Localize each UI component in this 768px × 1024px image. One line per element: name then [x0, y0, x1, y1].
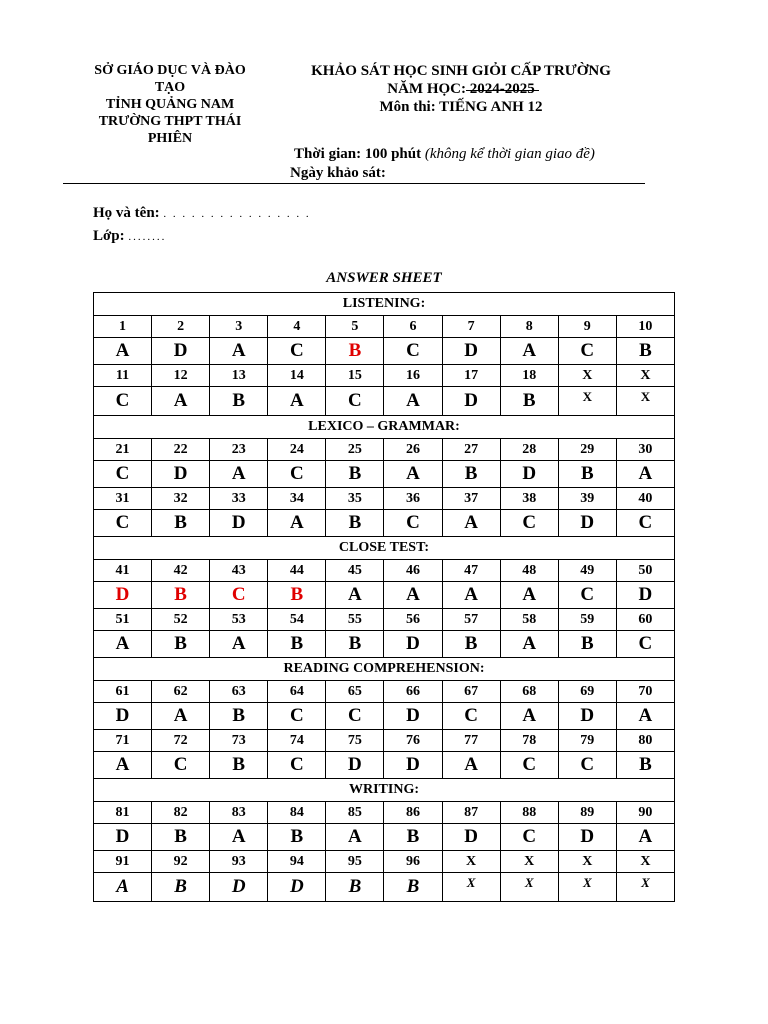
question-number: 42	[152, 560, 210, 582]
question-number: 33	[210, 488, 268, 510]
question-number: 34	[268, 488, 326, 510]
answer-cell: B	[152, 873, 210, 902]
question-number: 17	[442, 365, 500, 387]
student-class-line	[93, 228, 166, 245]
answer-cell: D	[94, 703, 152, 730]
question-number: 18	[500, 365, 558, 387]
question-number: 64	[268, 681, 326, 703]
answer-cell: C	[500, 824, 558, 851]
answer-cell: X	[616, 387, 674, 416]
question-number: 81	[94, 802, 152, 824]
question-number: 48	[500, 560, 558, 582]
answer-cell: C	[94, 510, 152, 537]
answer-cell: C	[442, 703, 500, 730]
question-number: X	[500, 851, 558, 873]
question-number: 13	[210, 365, 268, 387]
question-number: 77	[442, 730, 500, 752]
answer-cell: C	[616, 631, 674, 658]
question-number: 68	[500, 681, 558, 703]
answer-cell: A	[500, 703, 558, 730]
answer-cell: B	[152, 582, 210, 609]
question-number: 46	[384, 560, 442, 582]
question-number: 95	[326, 851, 384, 873]
question-number: 21	[94, 439, 152, 461]
answer-cell: A	[94, 338, 152, 365]
question-number: 78	[500, 730, 558, 752]
school-year-value: 2024-2025	[469, 81, 535, 97]
question-number: 29	[558, 439, 616, 461]
answer-cell: D	[558, 703, 616, 730]
answer-table	[93, 292, 675, 902]
answer-cell: B	[152, 824, 210, 851]
section-header-row	[94, 658, 675, 681]
answer-cell: A	[94, 873, 152, 902]
student-name-blank[interactable]: . . . . . . . . . . . . . . . .	[163, 208, 311, 220]
answer-cell: B	[210, 387, 268, 416]
question-number: 15	[326, 365, 384, 387]
school-year-label: NĂM HỌC:	[387, 81, 466, 97]
answer-cell: A	[94, 631, 152, 658]
answer-cell: B	[384, 873, 442, 902]
answer-cell: A	[210, 824, 268, 851]
answer-cell: X	[558, 873, 616, 902]
section-title: LISTENING:	[94, 293, 675, 316]
question-number: 9	[558, 316, 616, 338]
school-line: TRƯỜNG THPT THÁI PHIÊN	[98, 114, 242, 146]
question-number: 93	[210, 851, 268, 873]
answer-cell: D	[268, 873, 326, 902]
question-number: 85	[326, 802, 384, 824]
question-number: 65	[326, 681, 384, 703]
answer-cell: D	[326, 752, 384, 779]
question-number-row	[94, 365, 675, 387]
question-number: 67	[442, 681, 500, 703]
question-number: 61	[94, 681, 152, 703]
question-number: 83	[210, 802, 268, 824]
answer-cell: A	[210, 338, 268, 365]
question-number: 75	[326, 730, 384, 752]
answer-cell: C	[268, 752, 326, 779]
answer-cell: B	[616, 338, 674, 365]
question-number: 30	[616, 439, 674, 461]
time-label: Thời gian:	[294, 146, 362, 162]
answer-cell: C	[268, 461, 326, 488]
exam-header	[268, 62, 654, 116]
question-number: 47	[442, 560, 500, 582]
section-header-row	[94, 416, 675, 439]
question-number-row	[94, 681, 675, 703]
answer-cell: B	[326, 510, 384, 537]
answer-cell: B	[152, 631, 210, 658]
question-number: 3	[210, 316, 268, 338]
question-number: 45	[326, 560, 384, 582]
answer-cell: C	[94, 461, 152, 488]
question-number: 57	[442, 609, 500, 631]
question-number: 92	[152, 851, 210, 873]
question-number: 16	[384, 365, 442, 387]
section-header-row	[94, 537, 675, 560]
answer-cell: A	[616, 461, 674, 488]
answer-cell: A	[94, 752, 152, 779]
answer-cell: B	[558, 461, 616, 488]
question-number: X	[558, 851, 616, 873]
question-number: 91	[94, 851, 152, 873]
answer-cell: B	[384, 824, 442, 851]
answer-cell: C	[210, 582, 268, 609]
school-header	[80, 62, 260, 147]
answer-cell: C	[500, 510, 558, 537]
question-number: X	[616, 365, 674, 387]
question-number: 86	[384, 802, 442, 824]
question-number-row	[94, 609, 675, 631]
answer-cell: A	[500, 338, 558, 365]
answer-cell: A	[442, 582, 500, 609]
question-number: 62	[152, 681, 210, 703]
section-header-row	[94, 293, 675, 316]
answer-cell: B	[442, 461, 500, 488]
question-number-row	[94, 730, 675, 752]
answer-cell: B	[268, 631, 326, 658]
answer-row	[94, 461, 675, 488]
answer-cell: D	[210, 873, 268, 902]
exam-title: KHẢO SÁT HỌC SINH GIỎI CẤP TRƯỜNG	[311, 63, 611, 79]
question-number: 41	[94, 560, 152, 582]
answer-cell: B	[326, 461, 384, 488]
question-number: 32	[152, 488, 210, 510]
question-number: 63	[210, 681, 268, 703]
answer-cell: D	[558, 824, 616, 851]
question-number: 4	[268, 316, 326, 338]
question-number-row	[94, 488, 675, 510]
question-number: 56	[384, 609, 442, 631]
answer-cell: C	[326, 387, 384, 416]
question-number: 36	[384, 488, 442, 510]
answer-cell: X	[558, 387, 616, 416]
exam-date-label: Ngày khảo sát:	[290, 165, 386, 181]
question-number: X	[442, 851, 500, 873]
answer-cell: A	[500, 631, 558, 658]
question-number: 28	[500, 439, 558, 461]
question-number: 11	[94, 365, 152, 387]
student-class-blank[interactable]: ........	[128, 231, 167, 243]
question-number: 5	[326, 316, 384, 338]
answer-cell: D	[94, 582, 152, 609]
question-number: 87	[442, 802, 500, 824]
question-number-row	[94, 316, 675, 338]
question-number: 2	[152, 316, 210, 338]
section-title: WRITING:	[94, 779, 675, 802]
question-number: 79	[558, 730, 616, 752]
answer-cell: A	[442, 752, 500, 779]
question-number: 66	[384, 681, 442, 703]
question-number: 71	[94, 730, 152, 752]
answer-cell: C	[94, 387, 152, 416]
answer-cell: A	[384, 387, 442, 416]
question-number: 35	[326, 488, 384, 510]
question-number: 53	[210, 609, 268, 631]
question-number: 23	[210, 439, 268, 461]
question-number: 14	[268, 365, 326, 387]
question-number: 80	[616, 730, 674, 752]
answer-cell: C	[558, 752, 616, 779]
answer-cell: B	[616, 752, 674, 779]
question-number: 54	[268, 609, 326, 631]
answer-cell: C	[384, 338, 442, 365]
answer-cell: C	[268, 703, 326, 730]
answer-cell: A	[384, 582, 442, 609]
answer-row	[94, 752, 675, 779]
question-number: 6	[384, 316, 442, 338]
question-number: 72	[152, 730, 210, 752]
answer-sheet-title: ANSWER SHEET	[326, 270, 442, 286]
question-number: 69	[558, 681, 616, 703]
question-number-row	[94, 802, 675, 824]
question-number: 50	[616, 560, 674, 582]
answer-row	[94, 703, 675, 730]
question-number: 88	[500, 802, 558, 824]
question-number: 96	[384, 851, 442, 873]
question-number-row	[94, 560, 675, 582]
question-number: 24	[268, 439, 326, 461]
answer-row	[94, 824, 675, 851]
answer-cell: C	[152, 752, 210, 779]
question-number: 43	[210, 560, 268, 582]
answer-row	[94, 387, 675, 416]
answer-cell: X	[616, 873, 674, 902]
question-number-row	[94, 851, 675, 873]
answer-cell: B	[152, 510, 210, 537]
question-number: 8	[500, 316, 558, 338]
answer-cell: A	[616, 824, 674, 851]
question-number: 25	[326, 439, 384, 461]
answer-cell: A	[268, 510, 326, 537]
answer-cell: C	[558, 582, 616, 609]
question-number: 7	[442, 316, 500, 338]
answer-cell: D	[442, 338, 500, 365]
answer-cell: C	[558, 338, 616, 365]
question-number: 59	[558, 609, 616, 631]
question-number: 55	[326, 609, 384, 631]
school-year	[268, 80, 654, 98]
section-title: CLOSE TEST:	[94, 537, 675, 560]
time-note: (không kể thời gian giao đề)	[424, 146, 595, 162]
answer-cell: D	[442, 824, 500, 851]
answer-cell: A	[326, 582, 384, 609]
answer-row	[94, 510, 675, 537]
answer-cell: C	[326, 703, 384, 730]
answer-cell: D	[384, 703, 442, 730]
answer-cell: B	[500, 387, 558, 416]
answer-cell: D	[558, 510, 616, 537]
student-name-line	[93, 205, 311, 222]
question-number: 44	[268, 560, 326, 582]
answer-cell: D	[210, 510, 268, 537]
answer-cell: D	[152, 461, 210, 488]
question-number: 73	[210, 730, 268, 752]
exam-subject: Môn thi: TIẾNG ANH 12	[379, 99, 543, 115]
province-line: TỈNH QUẢNG NAM	[105, 97, 235, 112]
section-title: LEXICO – GRAMMAR:	[94, 416, 675, 439]
question-number: 84	[268, 802, 326, 824]
answer-cell: A	[384, 461, 442, 488]
answer-cell: B	[268, 582, 326, 609]
question-number: 74	[268, 730, 326, 752]
answer-row	[94, 631, 675, 658]
answer-cell: D	[94, 824, 152, 851]
question-number: 12	[152, 365, 210, 387]
answer-cell: B	[210, 703, 268, 730]
question-number: 89	[558, 802, 616, 824]
answer-cell: A	[268, 387, 326, 416]
question-number: X	[616, 851, 674, 873]
question-number: 26	[384, 439, 442, 461]
answer-cell: A	[210, 461, 268, 488]
answer-cell: B	[210, 752, 268, 779]
question-number: 70	[616, 681, 674, 703]
exam-time	[294, 146, 595, 163]
question-number: 60	[616, 609, 674, 631]
question-number: 90	[616, 802, 674, 824]
answer-cell: A	[152, 387, 210, 416]
section-title: READING COMPREHENSION:	[94, 658, 675, 681]
answer-cell: A	[210, 631, 268, 658]
question-number: 82	[152, 802, 210, 824]
question-number: 51	[94, 609, 152, 631]
answer-cell: C	[384, 510, 442, 537]
answer-cell: D	[384, 752, 442, 779]
answer-cell: C	[616, 510, 674, 537]
question-number: 58	[500, 609, 558, 631]
answer-cell: D	[500, 461, 558, 488]
answer-cell: A	[442, 510, 500, 537]
answer-row	[94, 338, 675, 365]
question-number: 49	[558, 560, 616, 582]
header-divider	[63, 183, 645, 184]
question-number: 1	[94, 316, 152, 338]
answer-cell: D	[152, 338, 210, 365]
answer-cell: D	[616, 582, 674, 609]
answer-row	[94, 582, 675, 609]
answer-cell: A	[326, 824, 384, 851]
student-class-label: Lớp:	[93, 228, 125, 244]
answer-cell: D	[384, 631, 442, 658]
answer-cell: D	[442, 387, 500, 416]
question-number: 27	[442, 439, 500, 461]
question-number: 40	[616, 488, 674, 510]
question-number: 94	[268, 851, 326, 873]
question-number: 39	[558, 488, 616, 510]
answer-cell: X	[442, 873, 500, 902]
answer-cell: B	[268, 824, 326, 851]
question-number: 22	[152, 439, 210, 461]
answer-cell: B	[326, 631, 384, 658]
answer-cell: X	[500, 873, 558, 902]
question-number: 10	[616, 316, 674, 338]
answer-row	[94, 873, 675, 902]
question-number: 31	[94, 488, 152, 510]
answer-cell: C	[268, 338, 326, 365]
question-number: 37	[442, 488, 500, 510]
question-number: X	[558, 365, 616, 387]
department-line: SỞ GIÁO DỤC VÀ ĐÀO TẠO	[94, 63, 246, 95]
question-number: 52	[152, 609, 210, 631]
section-header-row	[94, 779, 675, 802]
time-value: 100 phút	[364, 146, 422, 162]
answer-cell: C	[500, 752, 558, 779]
answer-cell: A	[616, 703, 674, 730]
question-number: 38	[500, 488, 558, 510]
answer-cell: B	[442, 631, 500, 658]
question-number-row	[94, 439, 675, 461]
answer-cell: A	[500, 582, 558, 609]
question-number: 76	[384, 730, 442, 752]
answer-cell: A	[152, 703, 210, 730]
answer-cell: B	[326, 873, 384, 902]
student-name-label: Họ và tên:	[93, 205, 160, 221]
answer-cell: B	[558, 631, 616, 658]
answer-cell: B	[326, 338, 384, 365]
